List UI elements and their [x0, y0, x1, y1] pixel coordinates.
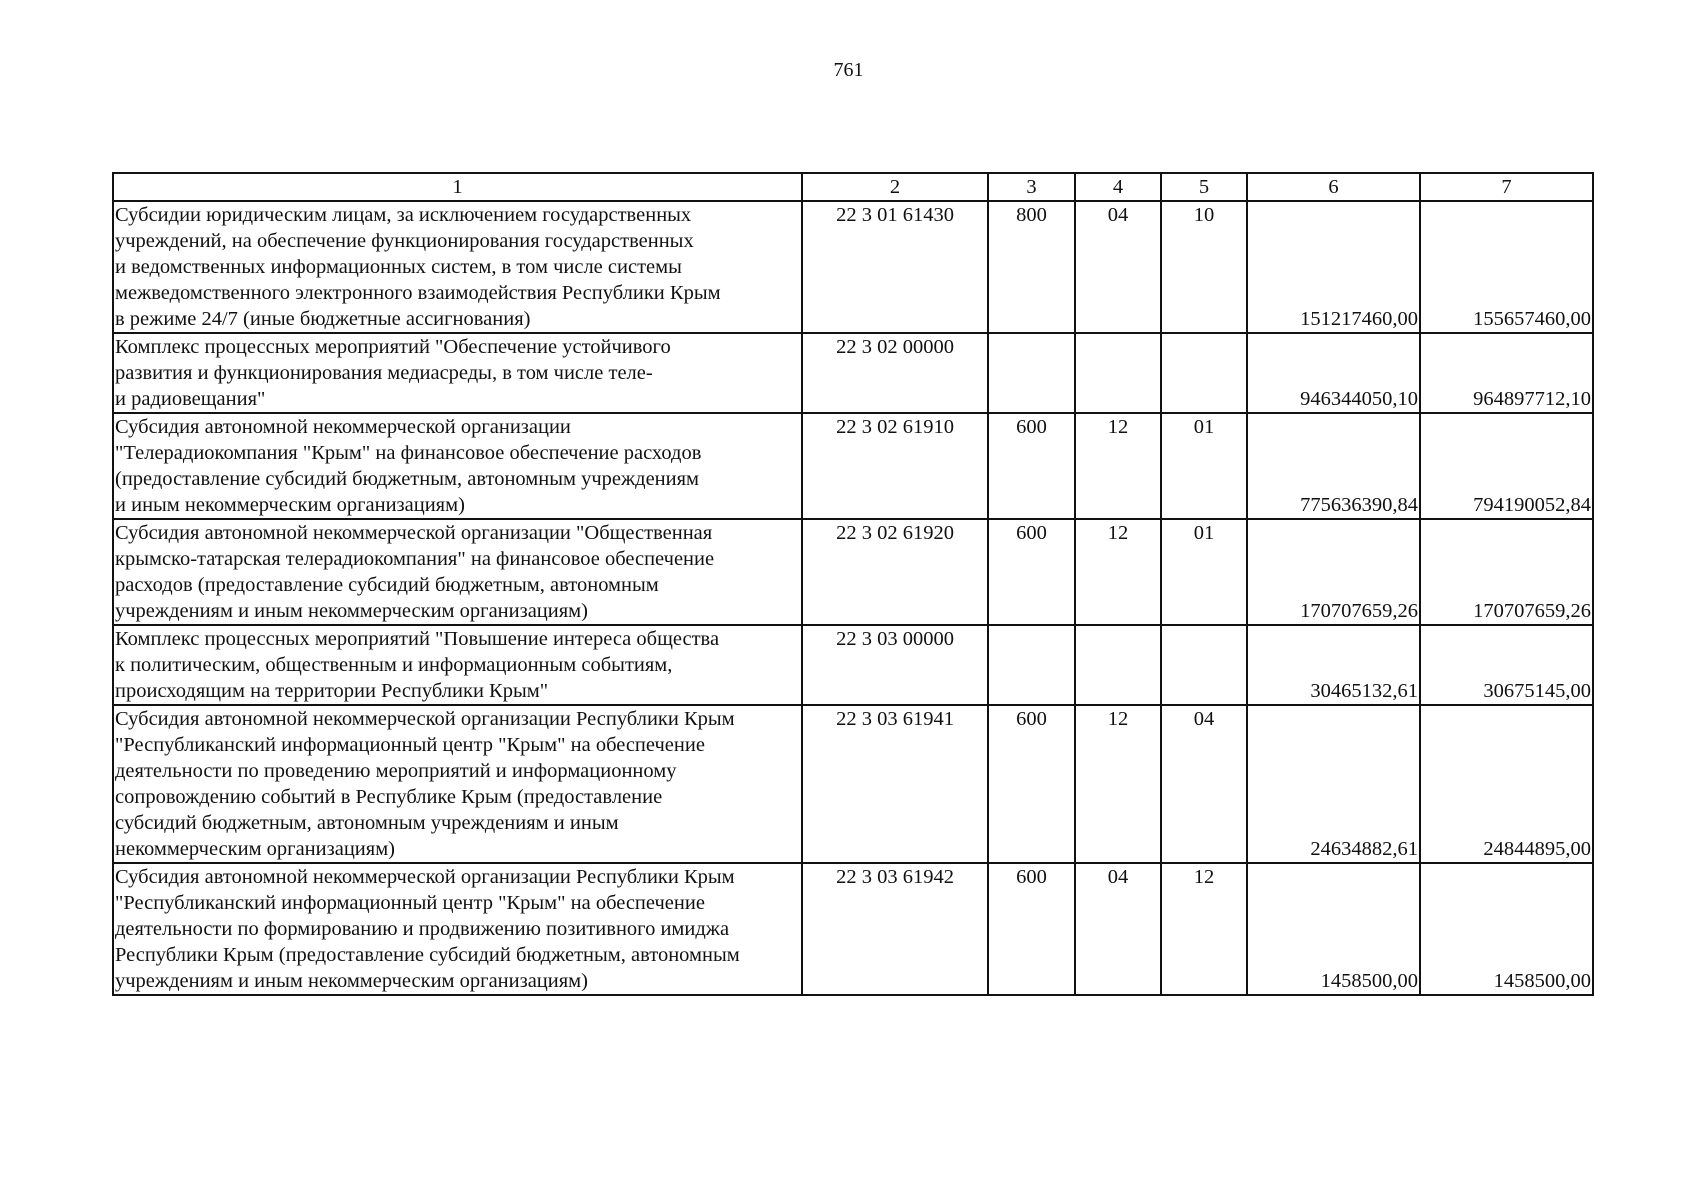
description-line: Субсидии юридическим лицам, за исключением государственных: [115, 204, 692, 226]
row-description: [113, 519, 802, 625]
description-line: деятельности по проведению мероприятий и информационному: [115, 760, 677, 782]
row-col-3: 800: [988, 201, 1075, 333]
row-col-3: 600: [988, 863, 1075, 995]
row-amount-7: 24844895,00: [1420, 705, 1593, 863]
description-line: Субсидия автономной некоммерческой организации: [115, 416, 571, 438]
row-amount-7: 170707659,26: [1420, 519, 1593, 625]
row-amount-7: 794190052,84: [1420, 413, 1593, 519]
row-col-5: 01: [1161, 413, 1247, 519]
description-line: учреждений, на обеспечение функционирования государственных: [115, 230, 694, 252]
description-line: происходящим на территории Республики Крым": [115, 680, 549, 702]
row-amount-6: 170707659,26: [1247, 519, 1420, 625]
row-amount-6: 30465132,61: [1247, 625, 1420, 705]
row-code: 22 3 02 61920: [802, 519, 988, 625]
description-line: развития и функционирования медиасреды, в том числе теле-: [115, 362, 653, 384]
row-amount-6: 775636390,84: [1247, 413, 1420, 519]
description-line: и ведомственных информационных систем, в том числе системы: [115, 256, 682, 278]
description-line: Субсидия автономной некоммерческой организации Республики Крым: [115, 708, 735, 730]
description-line: сопровождению событий в Республике Крым (предоставление: [115, 786, 663, 808]
description-line: (предоставление субсидий бюджетным, автономным учреждениям: [115, 468, 700, 490]
row-col-5: [1161, 625, 1247, 705]
page-number: 761: [833, 59, 864, 81]
description-line: межведомственного электронного взаимодействия Республики Крым: [115, 282, 721, 304]
row-col-5: 10: [1161, 201, 1247, 333]
row-col-3: 600: [988, 413, 1075, 519]
header-col-2: 2: [802, 173, 988, 201]
row-col-3: [988, 625, 1075, 705]
table-row: [113, 413, 1593, 519]
row-code: 22 3 03 61941: [802, 705, 988, 863]
row-col-4: 04: [1075, 863, 1161, 995]
description-line: "Телерадиокомпания "Крым" на финансовое обеспечение расходов: [115, 442, 702, 464]
row-col-5: 04: [1161, 705, 1247, 863]
row-code: 22 3 01 61430: [802, 201, 988, 333]
row-code: 22 3 02 00000: [802, 333, 988, 413]
row-amount-6: 1458500,00: [1247, 863, 1420, 995]
description-line: "Республиканский информационный центр "Крым" на обеспечение: [115, 892, 705, 914]
row-col-5: 01: [1161, 519, 1247, 625]
row-description: [113, 625, 802, 705]
table-row: [113, 863, 1593, 995]
description-line: Субсидия автономной некоммерческой организации Республики Крым: [115, 866, 735, 888]
description-line: субсидий бюджетным, автономным учреждениям и иным: [115, 812, 619, 834]
row-col-5: 12: [1161, 863, 1247, 995]
description-line: и иным некоммерческим организациям): [115, 494, 465, 516]
row-amount-6: 24634882,61: [1247, 705, 1420, 863]
row-code: 22 3 02 61910: [802, 413, 988, 519]
header-col-6: 6: [1247, 173, 1420, 201]
row-col-3: 600: [988, 705, 1075, 863]
budget-table: [112, 172, 1594, 996]
row-amount-7: 155657460,00: [1420, 201, 1593, 333]
description-line: расходов (предоставление субсидий бюджетным, автономным: [115, 574, 659, 596]
header-col-5: 5: [1161, 173, 1247, 201]
row-amount-7: 1458500,00: [1420, 863, 1593, 995]
description-line: к политическим, общественным и информационным событиям,: [115, 654, 673, 676]
row-col-4: 12: [1075, 413, 1161, 519]
row-col-4: [1075, 625, 1161, 705]
row-description: [113, 333, 802, 413]
row-amount-6: 151217460,00: [1247, 201, 1420, 333]
description-line: Комплекс процессных мероприятий "Обеспечение устойчивого: [115, 336, 671, 358]
description-line: Субсидия автономной некоммерческой организации "Общественная: [115, 522, 713, 544]
description-line: крымско-татарская телерадиокомпания" на финансовое обеспечение: [115, 548, 715, 570]
header-col-7: 7: [1420, 173, 1593, 201]
row-description: [113, 863, 802, 995]
table-row: [113, 519, 1593, 625]
description-line: некоммерческим организациям): [115, 838, 395, 860]
table-row: [113, 201, 1593, 333]
description-line: учреждениям и иным некоммерческим организациям): [115, 970, 588, 992]
table-row: [113, 705, 1593, 863]
description-line: Комплекс процессных мероприятий "Повышение интереса общества: [115, 628, 720, 650]
row-col-4: 12: [1075, 705, 1161, 863]
row-code: 22 3 03 00000: [802, 625, 988, 705]
row-amount-7: 30675145,00: [1420, 625, 1593, 705]
row-col-3: 600: [988, 519, 1075, 625]
description-line: учреждениям и иным некоммерческим организациям): [115, 600, 588, 622]
description-line: и радиовещания": [115, 388, 266, 410]
row-col-3: [988, 333, 1075, 413]
row-col-4: 04: [1075, 201, 1161, 333]
row-code: 22 3 03 61942: [802, 863, 988, 995]
row-col-4: 12: [1075, 519, 1161, 625]
table-header-row: [113, 173, 1593, 201]
table-row: [113, 333, 1593, 413]
header-col-4: 4: [1075, 173, 1161, 201]
table-row: [113, 625, 1593, 705]
row-amount-6: 946344050,10: [1247, 333, 1420, 413]
row-description: [113, 705, 802, 863]
row-col-4: [1075, 333, 1161, 413]
row-description: [113, 201, 802, 333]
description-line: деятельности по формированию и продвижению позитивного имиджа: [115, 918, 730, 940]
description-line: Республики Крым (предоставление субсидий бюджетным, автономным: [115, 944, 740, 966]
row-description: [113, 413, 802, 519]
description-line: в режиме 24/7 (иные бюджетные ассигнования): [115, 308, 531, 330]
row-amount-7: 964897712,10: [1420, 333, 1593, 413]
description-line: "Республиканский информационный центр "Крым" на обеспечение: [115, 734, 705, 756]
header-col-1: 1: [113, 173, 802, 201]
row-col-5: [1161, 333, 1247, 413]
header-col-3: 3: [988, 173, 1075, 201]
